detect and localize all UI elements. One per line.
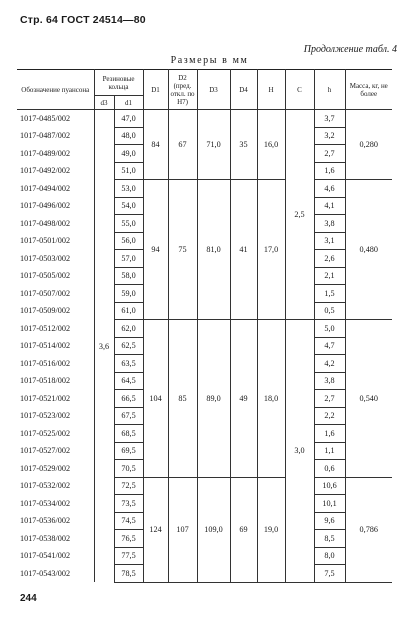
h-cell: 8,5 — [314, 530, 345, 548]
d1-cell: 53,0 — [114, 180, 143, 198]
d1-cell: 66,5 — [114, 390, 143, 408]
designation-cell: 1017-0518/002 — [17, 372, 94, 390]
page-header: Стр. 64 ГОСТ 24514—80 — [20, 14, 146, 26]
designation-cell: 1017-0509/002 — [17, 302, 94, 320]
h-cell: 3,8 — [314, 372, 345, 390]
designation-cell: 1017-0485/002 — [17, 110, 94, 128]
col-D2: D2 (пред. откл. по H7) — [168, 70, 197, 110]
D2-cell: 85 — [168, 320, 197, 478]
designation-cell: 1017-0496/002 — [17, 197, 94, 215]
H-cell: 19,0 — [257, 477, 285, 582]
designation-cell: 1017-0494/002 — [17, 180, 94, 198]
D1-cell: 84 — [143, 110, 168, 180]
h-cell: 3,8 — [314, 215, 345, 233]
H-cell: 18,0 — [257, 320, 285, 478]
d1-cell: 69,5 — [114, 442, 143, 460]
table-row — [17, 477, 392, 495]
D2-cell: 107 — [168, 477, 197, 582]
designation-cell: 1017-0514/002 — [17, 337, 94, 355]
h-cell: 9,6 — [314, 512, 345, 530]
d1-cell: 68,5 — [114, 425, 143, 443]
h-cell: 2,7 — [314, 390, 345, 408]
designation-cell: 1017-0492/002 — [17, 162, 94, 180]
D4-cell: 49 — [230, 320, 257, 478]
designation-cell: 1017-0503/002 — [17, 250, 94, 268]
C-cell: 2,5 — [285, 110, 314, 320]
units-caption: Размеры в мм — [170, 55, 249, 66]
D4-cell: 69 — [230, 477, 257, 582]
d1-cell: 72,5 — [114, 477, 143, 495]
d1-cell: 56,0 — [114, 232, 143, 250]
h-cell: 2,6 — [314, 250, 345, 268]
mass-cell: 0,280 — [345, 110, 392, 180]
designation-cell: 1017-0512/002 — [17, 320, 94, 338]
d1-cell: 70,5 — [114, 460, 143, 478]
d1-cell: 59,0 — [114, 285, 143, 303]
col-C: C — [285, 70, 314, 110]
table-body — [17, 110, 392, 583]
h-cell: 1,6 — [314, 425, 345, 443]
h-cell: 1,5 — [314, 285, 345, 303]
designation-cell: 1017-0505/002 — [17, 267, 94, 285]
D4-cell: 41 — [230, 180, 257, 320]
d1-cell: 55,0 — [114, 215, 143, 233]
h-cell: 8,0 — [314, 547, 345, 565]
col-designation: Обозначение пуансона — [17, 70, 94, 110]
h-cell: 10,1 — [314, 495, 345, 513]
table-row — [17, 110, 392, 128]
designation-cell: 1017-0538/002 — [17, 530, 94, 548]
h-cell: 0,5 — [314, 302, 345, 320]
h-cell: 4,7 — [314, 337, 345, 355]
d1-cell: 77,5 — [114, 547, 143, 565]
d1-cell: 76,5 — [114, 530, 143, 548]
col-H: H — [257, 70, 285, 110]
mass-cell: 0,480 — [345, 180, 392, 320]
col-rings: Резиновые кольца — [94, 70, 143, 96]
d1-cell: 54,0 — [114, 197, 143, 215]
h-cell: 3,2 — [314, 127, 345, 145]
d1-cell: 78,5 — [114, 565, 143, 583]
d1-cell: 73,5 — [114, 495, 143, 513]
designation-cell: 1017-0543/002 — [17, 565, 94, 583]
designation-cell: 1017-0498/002 — [17, 215, 94, 233]
col-d1: d1 — [114, 96, 143, 110]
designation-cell: 1017-0516/002 — [17, 355, 94, 373]
d1-cell: 62,0 — [114, 320, 143, 338]
d1-cell: 64,5 — [114, 372, 143, 390]
d1-cell: 58,0 — [114, 267, 143, 285]
col-d3: d3 — [94, 96, 114, 110]
D2-cell: 67 — [168, 110, 197, 180]
mass-cell: 0,786 — [345, 477, 392, 582]
h-cell: 5,0 — [314, 320, 345, 338]
D1-cell: 124 — [143, 477, 168, 582]
col-mass: Масса, кг, не более — [345, 70, 392, 110]
d1-cell: 61,0 — [114, 302, 143, 320]
h-cell: 4,1 — [314, 197, 345, 215]
table-continuation-label: Продолжение табл. 4 — [303, 44, 397, 55]
designation-cell: 1017-0525/002 — [17, 425, 94, 443]
h-cell: 10,6 — [314, 477, 345, 495]
D2-cell: 75 — [168, 180, 197, 320]
designation-cell: 1017-0536/002 — [17, 512, 94, 530]
d1-cell: 51,0 — [114, 162, 143, 180]
d1-cell: 57,0 — [114, 250, 143, 268]
h-cell: 2,2 — [314, 407, 345, 425]
designation-cell: 1017-0489/002 — [17, 145, 94, 163]
H-cell: 17,0 — [257, 180, 285, 320]
col-D3: D3 — [197, 70, 230, 110]
h-cell: 3,7 — [314, 110, 345, 128]
D1-cell: 104 — [143, 320, 168, 478]
D1-cell: 94 — [143, 180, 168, 320]
h-cell: 4,2 — [314, 355, 345, 373]
designation-cell: 1017-0487/002 — [17, 127, 94, 145]
mass-cell: 0,540 — [345, 320, 392, 478]
H-cell: 16,0 — [257, 110, 285, 180]
punch-table — [17, 69, 392, 583]
d1-cell: 74,5 — [114, 512, 143, 530]
page-number: 244 — [20, 593, 37, 604]
designation-cell: 1017-0541/002 — [17, 547, 94, 565]
D3-cell: 89,0 — [197, 320, 230, 478]
d1-cell: 48,0 — [114, 127, 143, 145]
D4-cell: 35 — [230, 110, 257, 180]
table-row — [17, 180, 392, 198]
col-D1: D1 — [143, 70, 168, 110]
d1-cell: 47,0 — [114, 110, 143, 128]
d1-cell: 62,5 — [114, 337, 143, 355]
d1-cell: 67,5 — [114, 407, 143, 425]
designation-cell: 1017-0534/002 — [17, 495, 94, 513]
h-cell: 1,6 — [314, 162, 345, 180]
designation-cell: 1017-0529/002 — [17, 460, 94, 478]
designation-cell: 1017-0527/002 — [17, 442, 94, 460]
d1-cell: 49,0 — [114, 145, 143, 163]
d3-cell: 3,6 — [94, 110, 114, 583]
C-cell: 3,0 — [285, 320, 314, 583]
col-h: h — [314, 70, 345, 110]
col-D4: D4 — [230, 70, 257, 110]
h-cell: 3,1 — [314, 232, 345, 250]
d1-cell: 63,5 — [114, 355, 143, 373]
h-cell: 7,5 — [314, 565, 345, 583]
h-cell: 2,1 — [314, 267, 345, 285]
D3-cell: 71,0 — [197, 110, 230, 180]
designation-cell: 1017-0523/002 — [17, 407, 94, 425]
designation-cell: 1017-0521/002 — [17, 390, 94, 408]
designation-cell: 1017-0507/002 — [17, 285, 94, 303]
h-cell: 2,7 — [314, 145, 345, 163]
designation-cell: 1017-0532/002 — [17, 477, 94, 495]
D3-cell: 109,0 — [197, 477, 230, 582]
h-cell: 1,1 — [314, 442, 345, 460]
h-cell: 4,6 — [314, 180, 345, 198]
designation-cell: 1017-0501/002 — [17, 232, 94, 250]
table-row — [17, 320, 392, 338]
D3-cell: 81,0 — [197, 180, 230, 320]
h-cell: 0,6 — [314, 460, 345, 478]
